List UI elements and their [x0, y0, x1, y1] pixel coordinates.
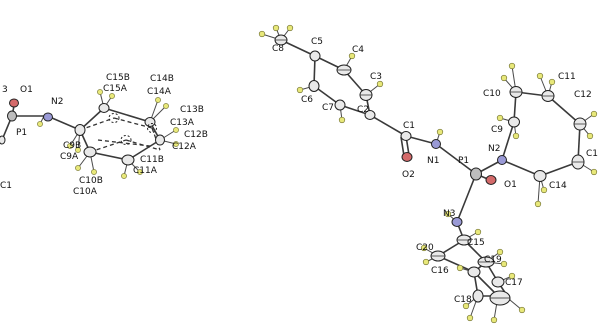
atom-label: C14B: [150, 74, 174, 84]
phosphorus-atom: [8, 111, 17, 121]
atom-label: C13A: [170, 118, 194, 128]
atom-label: C1: [586, 149, 598, 159]
atom-label: C11A: [133, 166, 157, 176]
atom-label: C10A: [73, 187, 97, 197]
atom-label: C10: [483, 89, 501, 99]
nitrogen-atom-n1: [432, 140, 441, 149]
atom-label: P1: [16, 128, 28, 138]
atom-label: O2: [402, 170, 415, 180]
atom-label: C4: [352, 45, 365, 55]
atom-label: C12: [574, 90, 592, 100]
atom-label: C9B: [63, 141, 82, 151]
atom-label: C20: [416, 243, 434, 253]
oxygen-atom-o2: [402, 153, 412, 162]
atom-label: C3: [370, 72, 383, 82]
bonds: [281, 40, 580, 300]
carbon-atom-c9: [509, 117, 520, 127]
right-panel: [259, 25, 598, 323]
atom-label: C14: [549, 181, 567, 191]
atom-label: N3: [443, 209, 456, 219]
oxygen-atom: [10, 99, 19, 107]
carbon-atom: [75, 125, 85, 136]
left-panel: [0, 73, 208, 197]
carbon-atom-c17: [492, 277, 504, 287]
atom-label: C9: [491, 125, 504, 135]
carbon-atom: [145, 118, 155, 127]
atom-label: O1: [20, 85, 33, 95]
atom-label: N2: [51, 97, 64, 107]
atom-label: C11B: [140, 155, 164, 165]
carbon-atom-c7: [335, 100, 345, 110]
carbon-atom-c5: [310, 51, 320, 61]
atom-label: C18: [454, 295, 472, 305]
carbon-atom-c14: [534, 171, 546, 182]
atom-label: O1: [504, 180, 517, 190]
carbon-atom: [156, 135, 165, 145]
atom-label: 3: [2, 85, 8, 95]
carbon-atom-c6: [309, 81, 319, 92]
atom-label: C12B: [184, 130, 208, 140]
nitrogen-atom: [44, 113, 53, 121]
atom-label: C6: [301, 95, 314, 105]
atom-label: P1: [458, 156, 470, 166]
atom-label: C2: [357, 105, 370, 115]
atom-label: C1: [0, 181, 13, 191]
atom-label: C17: [505, 278, 523, 288]
carbon-atom-c1: [401, 132, 411, 141]
atom-label: C13B: [180, 105, 204, 115]
carbon-atom: [122, 155, 134, 165]
atom-label: C15B: [106, 73, 130, 83]
atom-label: C16: [431, 266, 449, 276]
oxygen-atom-o1: [486, 176, 496, 185]
atom-label: C7: [322, 103, 335, 113]
atom-label: C19: [484, 255, 502, 265]
carbon-atom-c18: [473, 290, 483, 302]
atom-label: C8: [272, 44, 285, 54]
nitrogen-atom-n2: [498, 156, 507, 165]
atom-label: C12A: [172, 142, 196, 152]
atom-label: C10B: [79, 176, 103, 186]
atom-label: C15: [467, 238, 485, 248]
atom-label: C9A: [60, 152, 79, 162]
atom-label: N1: [427, 156, 440, 166]
carbon-atom: [99, 104, 109, 113]
atom-label: C11: [558, 72, 576, 82]
atom-label: N2: [488, 144, 501, 154]
atom-label: C1: [403, 121, 416, 131]
bond: [104, 108, 150, 122]
atom-label: C14A: [147, 87, 171, 97]
carbon-atom: [84, 147, 96, 157]
phosphorus-atom-p1: [471, 168, 482, 180]
carbon-atom-c16: [468, 267, 480, 277]
atom-label: C5: [311, 37, 324, 47]
carbon-atom: [0, 136, 5, 144]
atom-label: C15A: [103, 84, 127, 94]
